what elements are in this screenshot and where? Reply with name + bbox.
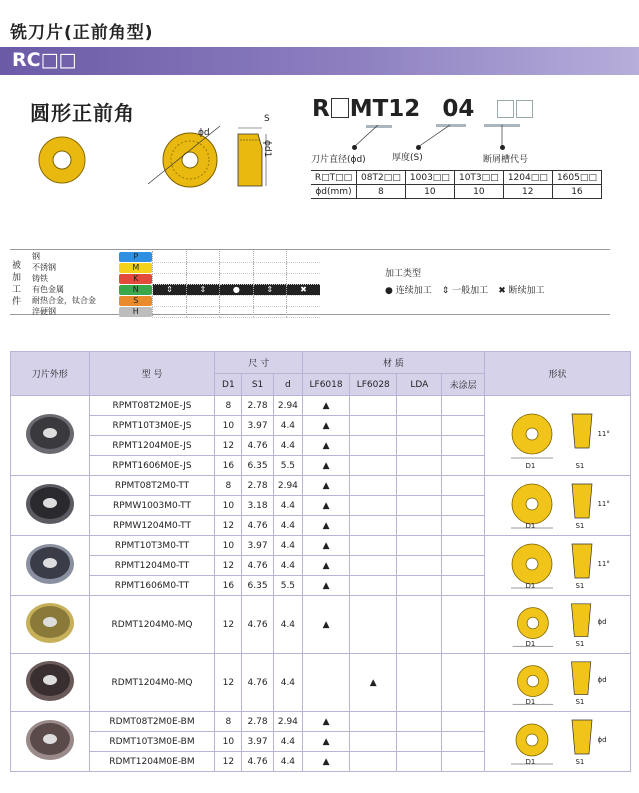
lf6018-cell: ▲ [302, 476, 349, 496]
d1-cell: 12 [215, 556, 242, 576]
material-cell [286, 306, 320, 317]
d-cell: 2.94 [273, 712, 302, 732]
lf6028-cell [350, 752, 397, 772]
d-cell: 4.4 [273, 416, 302, 436]
material-cell [220, 306, 253, 317]
model-cell: RPMT08T2M0E-JS [89, 396, 215, 416]
material-cell [253, 251, 286, 262]
label-diameter: 刀片直径(ϕd) [311, 155, 366, 165]
insert-code: R MT12 04 [312, 96, 534, 122]
material-code-badge: N [119, 285, 152, 295]
header-form: 形状 [484, 352, 630, 396]
material-row [20, 262, 320, 273]
form-drawing: D1 S1 ϕd [497, 714, 617, 770]
workpiece-label: 被 加 工 件 [12, 261, 22, 307]
s1-cell: 4.76 [242, 436, 273, 456]
lf6018-cell [302, 654, 349, 712]
lda-cell [397, 536, 442, 556]
material-cell: ● [220, 284, 253, 295]
insert-hole [53, 151, 71, 169]
legend-title: 加工类型 [385, 269, 422, 279]
s1-cell: 3.97 [242, 732, 273, 752]
s1-cell: 2.78 [242, 476, 273, 496]
lf6018-cell: ▲ [302, 396, 349, 416]
d1-cell: 8 [215, 396, 242, 416]
material-code-badge: P [119, 252, 152, 262]
model-cell: RPMT1606M0-TT [89, 576, 215, 596]
insert-photo-cell [11, 712, 90, 772]
legend-interrupted: ✖ 断续加工 [498, 286, 545, 296]
uncoated-cell [442, 496, 485, 516]
model-cell: RPMT08T2M0-TT [89, 476, 215, 496]
lf6018-cell: ▲ [302, 536, 349, 556]
material-cell [153, 251, 186, 262]
lf6018-cell: ▲ [302, 496, 349, 516]
header-material: 材 质 [302, 352, 484, 374]
model-cell: RPMT1606M0E-JS [89, 456, 215, 476]
material-cell [186, 273, 219, 284]
uncoated-cell [442, 456, 485, 476]
model-cell: RDMT08T2M0E-BM [89, 712, 215, 732]
label-s: S [264, 114, 270, 124]
d-cell: 4.4 [273, 732, 302, 752]
lf6018-cell: ▲ [302, 752, 349, 772]
insert-photo-cell [11, 536, 90, 596]
uncoated-cell [442, 396, 485, 416]
lda-cell [397, 416, 442, 436]
lf6028-cell [350, 456, 397, 476]
material-code-badge: S [119, 296, 152, 306]
model-cell: RDMT1204M0E-BM [89, 752, 215, 772]
material-row [20, 284, 320, 295]
s1-cell: 3.18 [242, 496, 273, 516]
material-cell [153, 262, 186, 273]
model-cell: RPMT10T3M0E-JS [89, 416, 215, 436]
model-cell: RDMT1204M0-MQ [89, 596, 215, 654]
insert-photo-cell [11, 476, 90, 536]
s1-cell: 4.76 [242, 516, 273, 536]
material-cell [220, 262, 253, 273]
legend-continuous: ● 连续加工 [385, 286, 432, 296]
material-cell [186, 251, 219, 262]
material-cell [220, 251, 253, 262]
table-row [11, 476, 631, 496]
material-cell [286, 273, 320, 284]
legend-general: ⇕ 一般加工 [441, 286, 489, 296]
uncoated-cell [442, 476, 485, 496]
material-name: 淬硬钢 [32, 307, 56, 316]
uncoated-cell [442, 436, 485, 456]
uncoated-cell [442, 416, 485, 436]
lf6028-cell [350, 396, 397, 416]
label-phi-d1: ϕd1 [262, 140, 272, 158]
d1-cell: 10 [215, 536, 242, 556]
material-name: 有色金属 [32, 285, 64, 294]
s1-cell: 6.35 [242, 576, 273, 596]
table-row [11, 712, 631, 732]
material-cell [186, 306, 219, 317]
lda-cell [397, 516, 442, 536]
table-row [11, 396, 631, 416]
label-phi-d: ϕd [198, 128, 210, 138]
lf6028-cell [350, 496, 397, 516]
s1-cell: 3.97 [242, 536, 273, 556]
material-cell [286, 251, 320, 262]
uncoated-cell [442, 712, 485, 732]
d1-cell: 8 [215, 476, 242, 496]
header-dims: 尺 寸 [215, 352, 303, 374]
lf6018-cell: ▲ [302, 732, 349, 752]
form-drawing: D1 S1 11° [497, 398, 617, 474]
material-name: 钢 [32, 252, 40, 261]
lda-cell [397, 752, 442, 772]
model-cell: RPMT10T3M0-TT [89, 536, 215, 556]
lda-cell [397, 436, 442, 456]
sub-title: 圆形正前角 [30, 101, 135, 125]
lf6028-cell [350, 476, 397, 496]
model-cell: RPMT1204M0E-JS [89, 436, 215, 456]
material-name: 不锈钢 [32, 263, 56, 272]
table-row [11, 536, 631, 556]
insert-photo [22, 539, 78, 589]
insert-photo-cell [11, 396, 90, 476]
lf6018-cell: ▲ [302, 576, 349, 596]
d-cell: 5.5 [273, 456, 302, 476]
model-cell: RDMT10T3M0E-BM [89, 732, 215, 752]
form-drawing-cell [484, 712, 630, 772]
s1-cell: 2.78 [242, 712, 273, 732]
material-cell [220, 273, 253, 284]
d-cell: 2.94 [273, 396, 302, 416]
form-drawing: D1 S1 11° [497, 478, 617, 534]
uncoated-cell [442, 556, 485, 576]
size-table [311, 170, 602, 199]
size-row-diameter: ϕd(mm) 8 10 10 12 16 [311, 185, 602, 199]
uncoated-cell [442, 536, 485, 556]
lf6028-cell [350, 576, 397, 596]
lf6018-cell: ▲ [302, 436, 349, 456]
insert-photo [22, 479, 78, 529]
d1-cell: 10 [215, 496, 242, 516]
uncoated-cell [442, 596, 485, 654]
material-table [20, 251, 320, 318]
material-cell: ⇕ [186, 284, 219, 295]
material-cell: ✖ [286, 284, 320, 295]
lf6018-cell: ▲ [302, 556, 349, 576]
lf6018-cell: ▲ [302, 416, 349, 436]
form-drawing-cell [484, 536, 630, 596]
code-leader-lines [340, 125, 520, 155]
lda-cell [397, 712, 442, 732]
d1-cell: 12 [215, 654, 242, 712]
material-cell [186, 295, 219, 306]
material-cell [153, 306, 186, 317]
material-cell [153, 295, 186, 306]
d-cell: 4.4 [273, 752, 302, 772]
uncoated-cell [442, 752, 485, 772]
d-cell: 4.4 [273, 654, 302, 712]
insert-photo [22, 715, 78, 765]
material-cell [253, 295, 286, 306]
d-cell: 4.4 [273, 516, 302, 536]
uncoated-cell [442, 576, 485, 596]
cross-icon: ✖ [498, 286, 506, 296]
insert-photo [22, 656, 78, 706]
material-cell: ⇕ [153, 284, 186, 295]
model-cell: RPMW1204M0-TT [89, 516, 215, 536]
insert-photo [22, 409, 78, 459]
lda-cell [397, 732, 442, 752]
d-cell: 4.4 [273, 536, 302, 556]
label-chipbreaker: 断屑槽代号 [483, 155, 529, 165]
updown-icon: ⇕ [441, 286, 450, 296]
lf6028-cell [350, 436, 397, 456]
lf6028-cell [350, 732, 397, 752]
d-cell: 4.4 [273, 496, 302, 516]
lf6028-cell [350, 556, 397, 576]
s1-cell: 4.76 [242, 596, 273, 654]
lda-cell [397, 396, 442, 416]
d-cell: 5.5 [273, 576, 302, 596]
d-cell: 2.94 [273, 476, 302, 496]
material-name: 耐热合金，钛合金 [32, 296, 96, 305]
d1-cell: 12 [215, 436, 242, 456]
d1-cell: 10 [215, 416, 242, 436]
d1-cell: 12 [215, 516, 242, 536]
uncoated-cell [442, 516, 485, 536]
material-cell: ⇕ [253, 284, 286, 295]
main-table: 刀片外形 型 号 尺 寸 材 质 形状 D1 S1 d LF6018 LF6028 LDA 未涂层 RPMT08T2M0E-JS 8 2.78 2.94 ▲ D1 S1 11° RPMT10T3M0E-JS 10 3.97 4.4 ▲ RPMT1204M0E-JS 12 4.76 4.4 ▲ RPMT1606M0E-JS 16 6.35 5.5 ▲ RPMT08T2M0-TT 8 2.78 2.94 ▲ D1 S1 11° RPMW1003M0-TT 10 3.18 4.4 ▲ RPMW1204M0-TT 12 4.76 4.4 ▲ RPMT10T3M0-TT 10 3.97 4.4 ▲ D1 S1 11° RPMT1204M0-TT 12 4.76 4.4 ▲ RPMT1606M0-TT 16 6.35 5.5 ▲ RDMT1204M0-MQ 12 4.76 4.4 ▲ D1 S1 ϕd RDMT1204M0-MQ 12 4.76 4.4 ▲ D1 S1 ϕd RDMT08T2M0E-BM 8 2.78 2.94 ▲ D1 S1 ϕd RDMT10T3M0E-BM 10 3.97 4.4 ▲ RDMT1204M0E-BM 12 4.76 4.4 ▲ [10, 351, 631, 772]
lda-cell [397, 496, 442, 516]
insert-section-view [238, 134, 262, 186]
d-cell: 4.4 [273, 596, 302, 654]
s1-cell: 3.97 [242, 416, 273, 436]
insert-photo [22, 598, 78, 648]
d1-cell: 8 [215, 712, 242, 732]
insert-drawings [30, 120, 300, 200]
material-cell [153, 273, 186, 284]
form-drawing-cell [484, 476, 630, 536]
lf6018-cell: ▲ [302, 516, 349, 536]
form-drawing: D1 S1 ϕd [497, 656, 617, 710]
uncoated-cell [442, 732, 485, 752]
d1-cell: 16 [215, 576, 242, 596]
d-cell: 4.4 [273, 556, 302, 576]
page-title: 铣刀片(正前角型) [10, 23, 154, 43]
material-cell [286, 295, 320, 306]
d1-cell: 16 [215, 456, 242, 476]
band-code: RC□□ [12, 49, 77, 71]
circle-icon: ● [385, 286, 393, 296]
material-code-badge: H [119, 307, 152, 317]
s1-cell: 6.35 [242, 456, 273, 476]
header-model: 型 号 [89, 352, 215, 396]
form-drawing: D1 S1 11° [497, 538, 617, 594]
material-row [20, 251, 320, 262]
lf6028-cell [350, 596, 397, 654]
model-cell: RPMW1003M0-TT [89, 496, 215, 516]
insert-photo-cell [11, 596, 90, 654]
size-row-code: R□T□□ 08T2□□ 1003□□ 10T3□□ 1204□□ 1605□□ [311, 171, 602, 185]
model-cell: RDMT1204M0-MQ [89, 654, 215, 712]
material-cell [253, 262, 286, 273]
s1-cell: 4.76 [242, 556, 273, 576]
form-drawing-cell [484, 596, 630, 654]
lda-cell [397, 654, 442, 712]
material-row [20, 306, 320, 317]
d-cell: 4.4 [273, 436, 302, 456]
lda-cell [397, 556, 442, 576]
s1-cell: 2.78 [242, 396, 273, 416]
label-thickness: 厚度(S) [392, 153, 423, 163]
form-drawing-cell [484, 396, 630, 476]
material-cell [253, 273, 286, 284]
lf6028-cell [350, 416, 397, 436]
lf6028-cell [350, 712, 397, 732]
material-row [20, 273, 320, 284]
uncoated-cell [442, 654, 485, 712]
table-row [11, 654, 631, 712]
lda-cell [397, 596, 442, 654]
s1-cell: 4.76 [242, 752, 273, 772]
d1-cell: 12 [215, 596, 242, 654]
legend [385, 283, 545, 296]
model-cell: RPMT1204M0-TT [89, 556, 215, 576]
s1-cell: 4.76 [242, 654, 273, 712]
insert-photo-cell [11, 654, 90, 712]
header-band [0, 47, 639, 75]
material-name: 铸铁 [32, 274, 48, 283]
form-drawing-cell [484, 654, 630, 712]
material-code-badge: M [119, 263, 152, 273]
d1-cell: 12 [215, 752, 242, 772]
lf6028-cell [350, 536, 397, 556]
material-cell [186, 262, 219, 273]
lda-cell [397, 476, 442, 496]
lf6028-cell: ▲ [350, 654, 397, 712]
material-row [20, 295, 320, 306]
lf6018-cell: ▲ [302, 596, 349, 654]
material-cell [286, 262, 320, 273]
lf6028-cell [350, 516, 397, 536]
form-drawing: D1 S1 ϕd [497, 598, 617, 652]
material-code-badge: K [119, 274, 152, 284]
lda-cell [397, 456, 442, 476]
table-row [11, 596, 631, 654]
material-cell [253, 306, 286, 317]
header-shape: 刀片外形 [11, 352, 90, 396]
lf6018-cell: ▲ [302, 456, 349, 476]
lf6018-cell: ▲ [302, 712, 349, 732]
material-cell [220, 295, 253, 306]
lda-cell [397, 576, 442, 596]
d1-cell: 10 [215, 732, 242, 752]
